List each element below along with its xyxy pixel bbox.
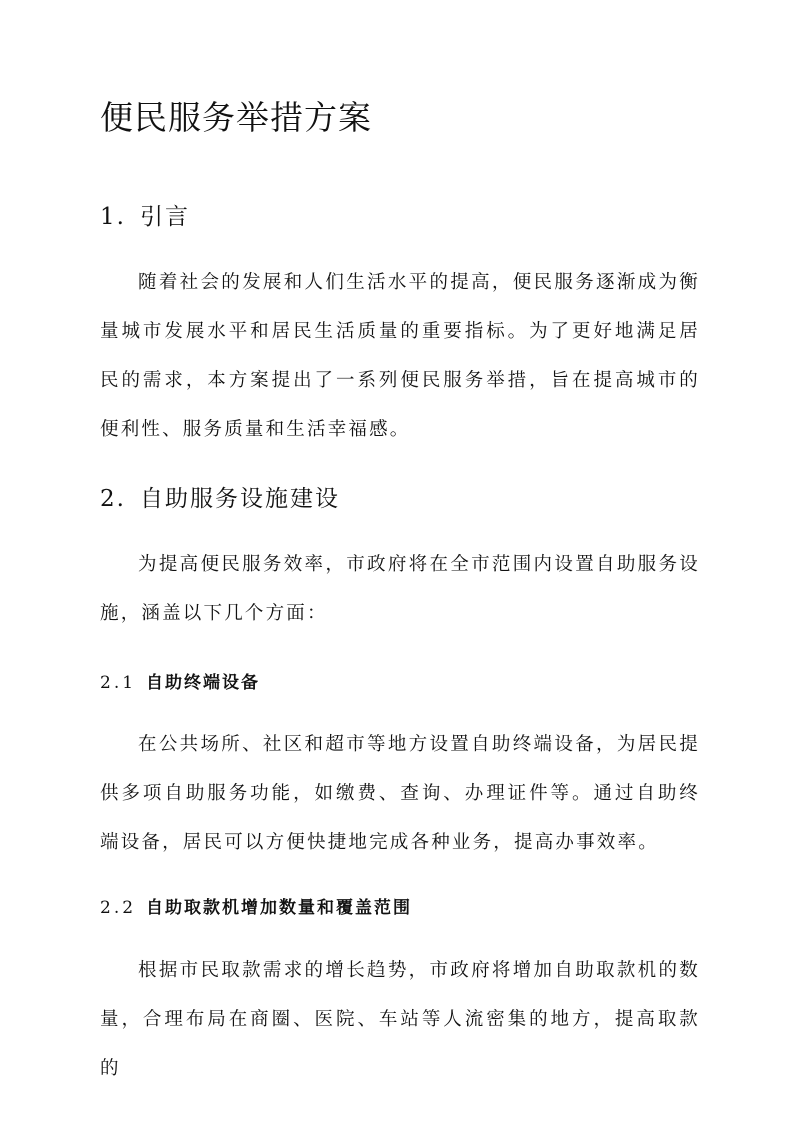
subsection-heading-atm xyxy=(100,893,412,918)
paragraph-terminals: 在公共场所、社区和超市等地方设置自助终端设备，为居民提供多项自助服务功能，如缴费、查询、办理证件等。通过自助终端设备，居民可以方便快捷地完成各种业务，提高办事效率。 xyxy=(100,734,700,853)
section-number: 2. xyxy=(100,486,126,512)
section-title: 引言 xyxy=(140,204,190,230)
section-number: 1. xyxy=(100,204,126,230)
subsection-number: 2.1 xyxy=(100,673,137,693)
subsection-title: 自助终端设备 xyxy=(146,673,260,693)
paragraph-introduction: 随着社会的发展和人们生活水平的提高，便民服务逐渐成为衡量城市发展水平和居民生活质量的重要指标。为了更好地满足居民的需求，本方案提出了一系列便民服务举措，旨在提高城市的便利性、服务质量和生活幸福感。 xyxy=(100,272,700,440)
subsection-heading-terminals xyxy=(100,668,260,693)
subsection-title: 自助取款机增加数量和覆盖范围 xyxy=(146,898,412,918)
section-title: 自助服务设施建设 xyxy=(140,486,340,512)
subsection-number: 2.2 xyxy=(100,898,137,918)
section-heading-introduction xyxy=(100,198,190,231)
document-title: 便民服务举措方案 xyxy=(100,98,372,137)
paragraph-self-service-intro: 为提高便民服务效率，市政府将在全市范围内设置自助服务设施，涵盖以下几个方面： xyxy=(100,554,700,624)
paragraph-atm: 根据市民取款需求的增长趋势，市政府将增加自助取款机的数量，合理布局在商圈、医院、车站等人流密集的地方，提高取款的 xyxy=(100,960,700,1079)
section-heading-self-service xyxy=(100,480,340,513)
